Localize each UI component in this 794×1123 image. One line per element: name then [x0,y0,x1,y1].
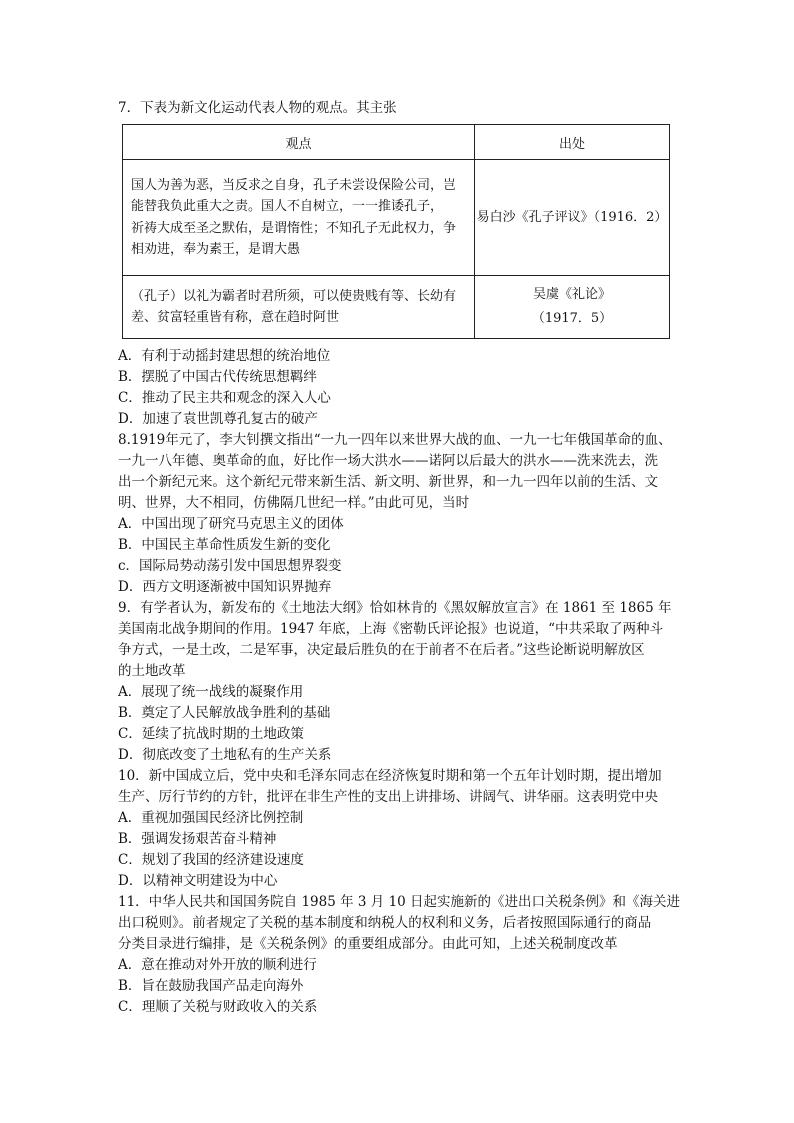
q8-stem-line: 出一个新纪元来。这个新纪元带来新生活、新文明、新世界，和一九一四年以前的生活、文 [118,474,658,490]
q11-stem-line: 出口税则》。前者规定了关税的基本制度和纳税人的权利和义务，后者按照国际通行的商品 [118,915,652,931]
source-cell [475,160,670,276]
view-line: 祈祷大成至圣之默佑，是谓惰性；不知孔子无此权力，争 [131,220,457,236]
source-line: 易白沙《孔子评议》（1916．2） [476,209,668,225]
q11-stem-line: 11．中华人民共和国国务院自 1985 年 3 月 10 日起实施新的《进出口关税条例》和《海关进 [118,894,680,910]
q9-option-b: B．奠定了人民解放战争胜利的基础 [118,705,331,721]
q7-option-b: B．摆脱了中国古代传统思想羁绊 [118,369,317,385]
q8-stem-line: 8.1919年元了，李大钊撰文指出“一九一四年以来世界大战的血、一九一七年俄国革命的血、 [118,432,672,448]
view-line: （孔子）以礼为霸者时君所须，可以使贵贱有等、长幼有 [131,288,457,304]
q7-table [122,124,670,339]
header-source: 出处 [475,125,670,160]
view-line: 国人为善为恶，当反求之自身，孔子未尝设保险公司，岂 [131,177,457,193]
q9-stem-line: 的土地改革 [118,663,186,679]
q7-option-a: A．有利于动摇封建思想的统治地位 [118,348,331,364]
q9-option-a: A．展现了统一战线的凝聚作用 [118,684,304,700]
q10-stem-line: 10．新中国成立后，党中央和毛泽东同志在经济恢复时期和第一个五年计划时期，提出增加 [118,768,662,784]
q7-stem: 7．下表为新文化运动代表人物的观点。其主张 [118,100,397,116]
source-line: 吴虞《礼论》 [532,287,611,302]
q10-stem-line: 生产、厉行节约的方针，批评在非生产性的支出上讲排场、讲阔气、讲华丽。这表明党中央 [118,789,658,805]
q7-option-c: C．推动了民主共和观念的深入人心 [118,390,331,406]
q10-option-a: A．重视加强国民经济比例控制 [118,810,304,826]
q8-stem-line: 一九一八年德、奥革命的血，好比作一场大洪水——诺阿以后最大的洪水——洗来洗去，洗 [118,453,658,469]
view-cell [123,160,475,276]
q11-option-c: C．理顺了关税与财政收入的关系 [118,999,318,1015]
q10-option-c: C．规划了我国的经济建设速度 [118,852,304,868]
view-line: 差、贫富轻重皆有称，意在趋时阿世 [131,310,340,325]
q11-option-a: A．意在推动对外开放的顺利进行 [118,957,317,973]
q9-option-d: D．彻底改变了土地私有的生产关系 [118,747,332,763]
q7-option-d: D．加速了袁世凯尊孔复古的破产 [118,411,318,427]
source-line: （1917．5） [531,311,613,326]
q9-option-c: C．延续了抗战时期的土地政策 [118,726,304,742]
view-cell [123,276,475,339]
q8-stem-line: 明、世界，大不相同，仿佛隔几世纪一样。”由此可见，当时 [118,495,470,511]
q8-option-b: B．中国民主革命性质发生新的变化 [118,537,331,553]
q9-stem-line: 争方式，一是土改，二是军事，决定最后胜负的在于前者不在后者。”这些论断说明解放区 [118,642,645,658]
q10-option-d: D．以精神文明建设为中心 [118,873,278,889]
q9-stem-line: 美国南北战争期间的作用。1947 年底，上海《密勒氏评论报》也说道，“中共采取了两种斗 [118,621,664,637]
table-row [123,160,670,276]
q8-option-d: D．西方文明逐渐被中国知识界抛弃 [118,579,332,595]
q11-option-b: B．旨在鼓励我国产品走向海外 [118,978,304,994]
table-row [123,276,670,339]
q11-stem-line: 分类目录进行编排，是《关税条例》的重要组成部分。由此可知，上述关税制度改革 [118,936,618,952]
q10-option-b: B．强调发扬艰苦奋斗精神 [118,831,277,847]
source-cell [475,276,670,339]
q8-option-c: c．国际局势动荡引发中国思想界裂变 [118,558,342,574]
q8-option-a: A．中国出现了研究马克思主义的团体 [118,516,344,532]
header-view: 观点 [123,125,475,160]
q9-stem-line: 9．有学者认为，新发布的《土地法大纲》恰如林肯的《黑奴解放宣言》在 1861 至 1865 年 [118,600,672,616]
view-line: 能替我负此重大之责。国人不自树立，一一推诿孔子， [131,199,444,214]
table-header-row [123,125,670,160]
view-line: 相劝进，奉为素王，是谓大愚 [131,242,301,257]
